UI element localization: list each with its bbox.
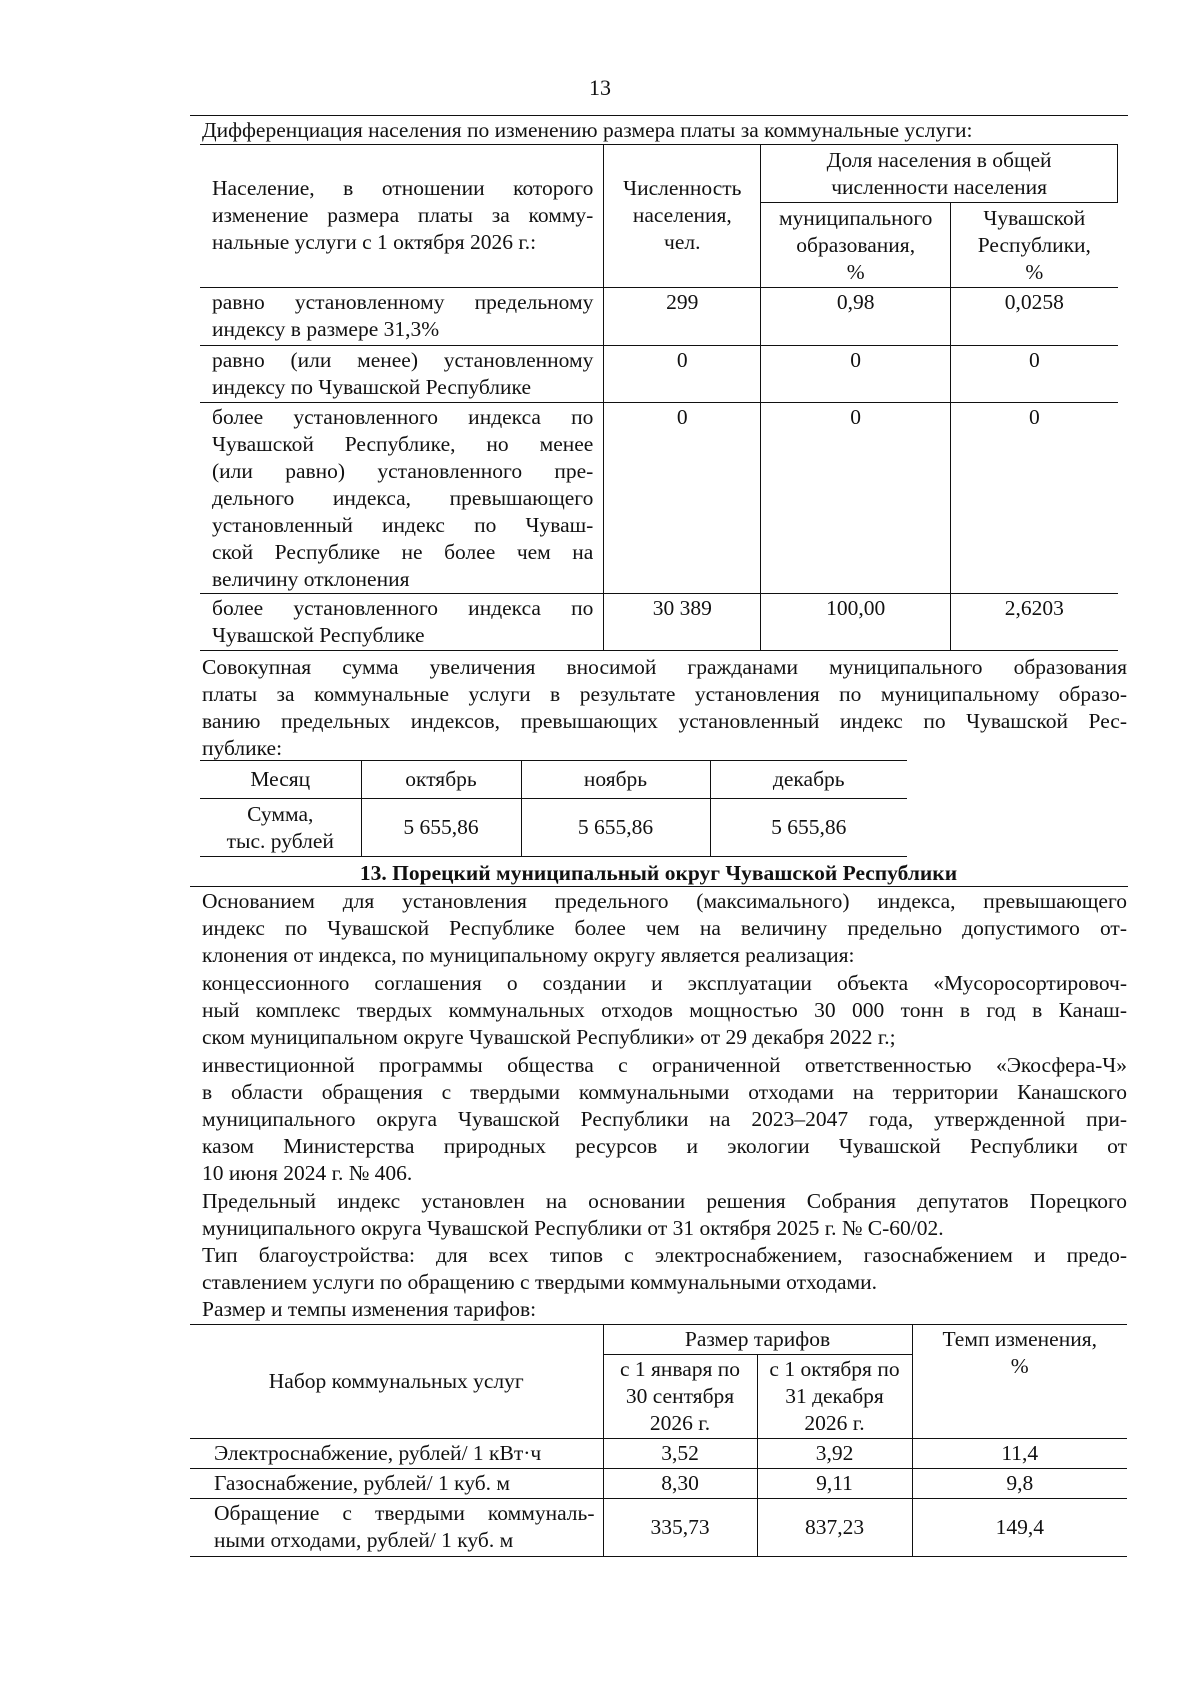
table-row — [200, 403, 1118, 594]
row-count: 30 389 — [604, 594, 761, 651]
limit-index-paragraph: Предельный индекс установлен на основании решения Собрания депутатов Порецкого муниципального округа Чувашской Республики от 31 октября 2025 г. № С-60/02. — [202, 1189, 1127, 1240]
header-period-1: с 1 января по 30 сентября 2026 г. — [603, 1355, 757, 1439]
header-republic-share: Чувашской Республики, % — [951, 203, 1118, 288]
sum-header: Сумма, тыс. рублей — [200, 799, 361, 857]
row-republic-share: 0 — [951, 346, 1118, 403]
row-count: 299 — [604, 288, 761, 346]
sum-december: 5 655,86 — [710, 799, 907, 857]
row-count: 0 — [604, 403, 761, 594]
table-row — [200, 594, 1118, 651]
row-label: более установленного индекса по Чувашской Республике — [200, 594, 604, 651]
tariff-caption: Размер и темпы изменения тарифов: — [202, 1297, 537, 1321]
section-rule — [190, 886, 1128, 887]
differentiation-table — [200, 144, 1118, 651]
table-row — [190, 1499, 1127, 1557]
row-municipal-share: 0 — [761, 346, 951, 403]
header-population-share: Доля населения в общей численности населения — [761, 145, 1118, 203]
section-title: 13. Порецкий муниципальный округ Чувашской Республики — [359, 861, 958, 885]
row-period-1: 3,52 — [603, 1439, 757, 1469]
sum-november: 5 655,86 — [521, 799, 710, 857]
header-municipal-share: муниципального образования, % — [761, 203, 951, 288]
row-republic-share: 0 — [951, 403, 1118, 594]
table-row — [190, 1439, 1127, 1469]
row-municipal-share: 0,98 — [761, 288, 951, 346]
header-tariff-size: Размер тарифов — [603, 1325, 912, 1355]
table-row — [200, 288, 1118, 346]
month-december: декабрь — [710, 761, 907, 799]
header-population: Население, в отношении которого изменение размера платы за комму- нальные услуги с 1 октября 2026 г.: — [200, 145, 604, 288]
header-service-set: Набор коммунальных услуг — [190, 1325, 603, 1439]
month-header: Месяц — [200, 761, 361, 799]
row-count: 0 — [604, 346, 761, 403]
row-change-rate: 9,8 — [912, 1469, 1127, 1499]
row-label: Электроснабжение, рублей/ 1 кВт·ч — [190, 1439, 603, 1469]
row-municipal-share: 100,00 — [761, 594, 951, 651]
row-period-2: 9,11 — [757, 1469, 912, 1499]
header-period-2: с 1 октября по 31 декабря 2026 г. — [757, 1355, 912, 1439]
monthly-sum-table — [200, 760, 907, 857]
header-population-count: Численность населения, чел. — [604, 145, 761, 288]
top-rule — [190, 115, 1128, 116]
row-republic-share: 0,0258 — [951, 288, 1118, 346]
improvement-type-paragraph: Тип благоустройства: для всех типов с электроснабжением, газоснабжением и предо- ставлением услуги по обращению с твердыми коммунальными отходами. — [202, 1243, 1127, 1294]
row-period-2: 837,23 — [757, 1499, 912, 1557]
sum-october: 5 655,86 — [361, 799, 521, 857]
row-republic-share: 2,6203 — [951, 594, 1118, 651]
row-label: равно (или менее) установленному индексу по Чувашской Республике — [200, 346, 604, 403]
row-municipal-share: 0 — [761, 403, 951, 594]
table-row — [200, 346, 1118, 403]
row-label: Газоснабжение, рублей/ 1 куб. м — [190, 1469, 603, 1499]
differentiation-caption: Дифференциация населения по изменению размера платы за коммунальные услуги: — [202, 118, 973, 142]
month-november: ноябрь — [521, 761, 710, 799]
row-label: более установленного индекса по Чувашской Республике, но менее (или равно) установленного пре- дельного индекса, превышающего установленный индекс по Чуваш- ской Республике не более чем на величину отклонения — [200, 403, 604, 594]
row-label: Обращение с твердыми коммуналь- ными отходами, рублей/ 1 куб. м — [190, 1499, 603, 1557]
header-change-rate: Темп изменения, % — [912, 1325, 1127, 1439]
total-increase-paragraph: Совокупная сумма увеличения вносимой гражданами муниципального образования платы за коммунальные услуги в результате установления по муниципальному образо- ванию предельных индексов, превышающих установленный индекс по Чувашской Рес- публике: — [202, 655, 1127, 760]
row-period-1: 8,30 — [603, 1469, 757, 1499]
investment-program-paragraph: инвестиционной программы общества с ограниченной ответственностью «Экосфера-Ч» в области обращения с твердыми коммунальными отходами на территории Канашского муниципального округа Чувашской Республики на 2023–2047 года, утвержденной при- казом Министерства природных ресурсов и экологии Чувашской Республики от 10 июня 2024 г. № 406. — [202, 1053, 1127, 1185]
row-change-rate: 149,4 — [912, 1499, 1127, 1557]
month-october: октябрь — [361, 761, 521, 799]
row-period-1: 335,73 — [603, 1499, 757, 1557]
concession-paragraph: концессионного соглашения о создании и эксплуатации объекта «Мусоросортировоч- ный комплекс твердых коммунальных отходов мощностью 30 000 тонн в год в Канаш- ском муниципальном округе Чувашской Республики» от 29 декабря 2022 г.; — [202, 971, 1127, 1049]
basis-paragraph: Основанием для установления предельного (максимального) индекса, превышающего индекс по Чувашской Республике более чем на величину предельно допустимого от- клонения от индекса, по муниципальному округу является реализация: — [202, 889, 1127, 967]
table-row — [190, 1469, 1127, 1499]
row-label: равно установленному предельному индексу в размере 31,3% — [200, 288, 604, 346]
row-period-2: 3,92 — [757, 1439, 912, 1469]
page-number: 13 — [589, 75, 611, 100]
row-change-rate: 11,4 — [912, 1439, 1127, 1469]
tariff-table — [190, 1324, 1127, 1557]
